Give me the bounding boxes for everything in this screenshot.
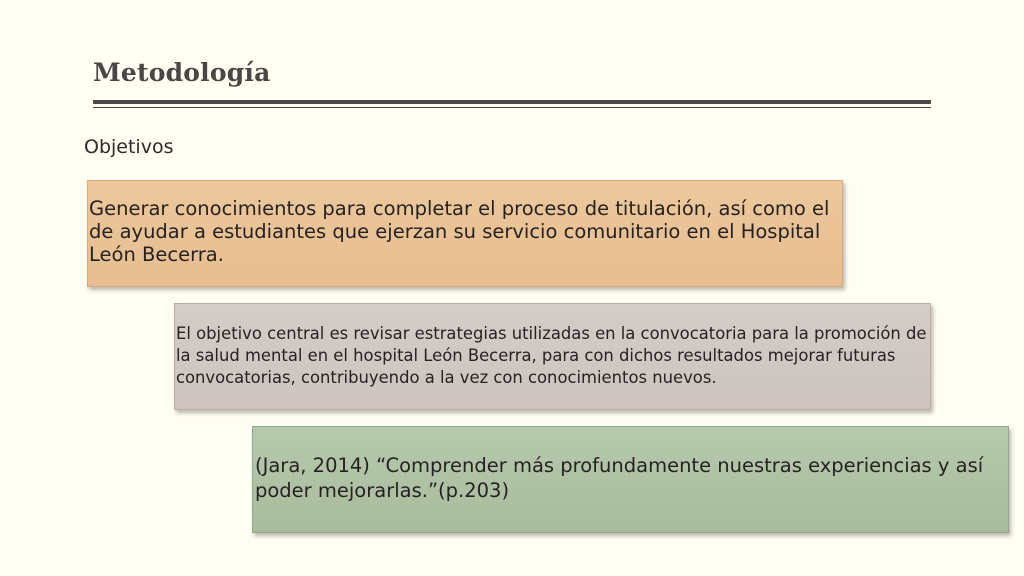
quote-box-text: (Jara, 2014) “Comprender más profundamente nuestras experiencias y así poder mejorarlas.”(p.203)	[255, 453, 984, 502]
objective-box-central-text: El objetivo central es revisar estrategias utilizadas en la convocatoria para la promoción de la salud mental en el hospital León Becerra, para con dichos resultados mejorar futuras convocatorias, contribuyendo a la vez con conocimientos nuevos.	[176, 323, 927, 387]
title-rule-thin	[93, 107, 931, 108]
slide-title: Metodología	[93, 58, 271, 87]
section-subtitle: Objetivos	[84, 136, 174, 158]
objective-box-general	[87, 180, 843, 287]
objective-box-central	[174, 303, 931, 410]
title-rule-thick	[93, 100, 931, 104]
objective-box-general-text: Generar conocimientos para completar el proceso de titulación, así como el de ayudar a estudiantes que ejerzan su servicio comunitario en el Hospital León Becerra.	[89, 197, 830, 266]
quote-box	[252, 426, 1009, 533]
